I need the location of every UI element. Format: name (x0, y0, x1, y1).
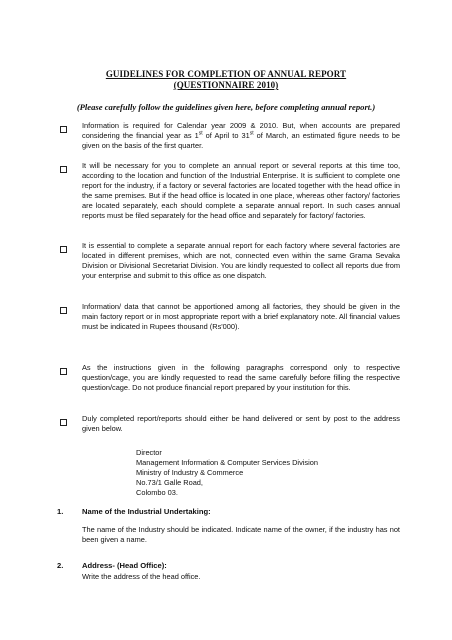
section-number: 2. (57, 561, 64, 570)
document-title-line1: GUIDELINES FOR COMPLETION OF ANNUAL REPORT (105, 69, 347, 79)
guideline-text: As the instructions given in the following paragraphs correspond only to respective question/cage, you are kindly requested to read the same carefully before filling the respective question/cage. Do not produce financial report prepared by your institution for this. (82, 363, 400, 393)
instruction-note: (Please carefully follow the guidelines given here, before completing annual report.) (76, 102, 376, 112)
guideline-bullet-1 (82, 121, 400, 151)
address-line: Management Information & Computer Services Division (136, 458, 318, 468)
guideline-text: It will be necessary for you to complete an annual report or several reports at this time too, according to the location and function of the Industrial Enterprise. It is sufficient to complete one report for the industry, if a factory or several factories are located together with the head office in the same premises. But if the head office is located in one place, whereas other factory/ factories are located separately, each should complete a separate annual report. In such cases annual reports must be filed separately for the head office and separately for factory/ factories. (82, 161, 400, 221)
section-number: 1. (57, 507, 64, 516)
guideline-bullet-5 (82, 363, 400, 393)
guideline-text: Duly completed report/reports should either be hand delivered or sent by post to the address given below. (82, 414, 400, 434)
section-body: The name of the Industry should be indicated. Indicate name of the owner, if the industry has not been given a name. (82, 525, 400, 545)
guideline-text: It is essential to complete a separate annual report for each factory where several factories are located in different premises, which are not, connected even within the same Grama Sevaka Division or Divisional Secretariat Division. You are kindly requested to collect all reports due from your enterprise and submit to this office as one dispatch. (82, 241, 400, 281)
guideline-bullet-2 (82, 161, 400, 222)
section-heading: Name of the Industrial Undertaking: (82, 507, 211, 516)
bullet-square-icon (60, 307, 67, 314)
address-line: Colombo 03. (136, 488, 178, 498)
bullet-square-icon (60, 126, 67, 133)
guideline-text: Information is required for Calendar year 2009 & 2010. But, when accounts are prepared considering the financial year as 1st of April to 31st of March, an estimated figure needs to be given on the basis of the first quarter. (82, 121, 400, 151)
bullet-square-icon (60, 166, 67, 173)
guideline-bullet-4 (82, 302, 400, 332)
document-title-line2: (QUESTIONNAIRE 2010) (173, 80, 279, 90)
bullet-square-icon (60, 419, 67, 426)
bullet-square-icon (60, 246, 67, 253)
address-line: Director (136, 448, 162, 457)
address-line: No.73/1 Galle Road, (136, 478, 203, 488)
section-body: Write the address of the head office. (82, 572, 201, 581)
section-heading: Address- (Head Office): (82, 561, 167, 570)
address-line: Ministry of Industry & Commerce (136, 468, 244, 478)
mailing-address (136, 448, 318, 498)
guideline-text: Information/ data that cannot be apportioned among all factories, they should be given in the main factory report or in most appropriate report with a brief explanatory note. All financial values must be indicated in Rupees thousand (Rs'000). (82, 302, 400, 332)
guideline-bullet-3 (82, 241, 400, 281)
bullet-square-icon (60, 368, 67, 375)
guideline-bullet-6 (82, 414, 400, 434)
